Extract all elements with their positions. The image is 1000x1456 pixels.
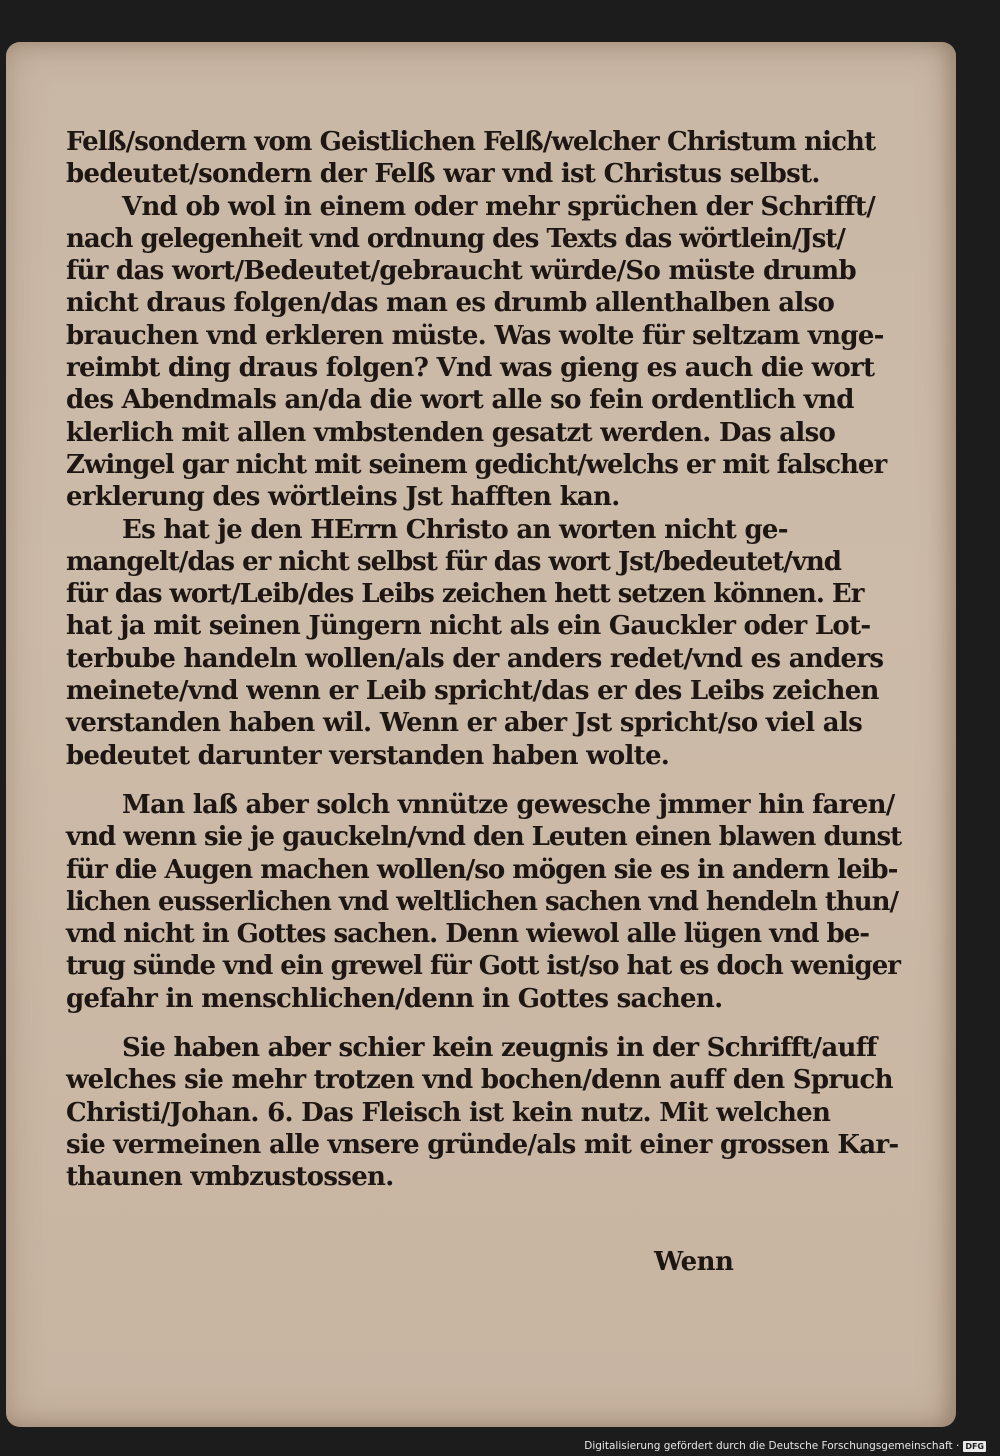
- catchword: Wenn: [654, 1247, 734, 1277]
- text-line: bedeutet/sondern der Felß war vnd ist Christus selbst.: [66, 159, 820, 190]
- text-line: nach gelegenheit vnd ordnung des Texts das wörtlein/Jst/: [66, 223, 845, 254]
- text-line: gefahr in menschlichen/denn in Gottes sachen.: [66, 983, 723, 1014]
- text-line: brauchen vnd erkleren müste. Was wolte für seltzam vnge-: [66, 320, 884, 351]
- paragraph-2: [66, 191, 887, 514]
- text-line: erklerung des wörtleins Jst hafften kan.: [66, 482, 620, 513]
- dfg-logo: DFG: [965, 1441, 984, 1451]
- digitization-credit: [584, 1440, 986, 1452]
- paragraph-3: [66, 514, 884, 772]
- text-line: Christi/Johan. 6. Das Fleisch ist kein nutz. Mit welchen: [66, 1097, 831, 1128]
- text-line: verstanden haben wil. Wenn er aber Jst spricht/so viel als: [66, 708, 863, 739]
- text-line: trug sünde vnd ein grewel für Gott ist/so hat es doch weniger: [66, 951, 900, 982]
- paragraph-1: [66, 126, 876, 191]
- document-page: [6, 42, 956, 1427]
- body-text: [66, 126, 902, 1194]
- paragraph-5: [66, 1032, 899, 1193]
- text-line: sie vermeinen alle vnsere gründe/als mit einer grossen Kar-: [66, 1129, 899, 1160]
- text-line: lichen eusserlichen vnd weltlichen sachen vnd hendeln thun/: [66, 886, 899, 917]
- credit-text: Digitalisierung gefördert durch die Deutsche Forschungsgemeinschaft ·: [584, 1440, 960, 1452]
- text-line: meinete/vnd wenn er Leib spricht/das er des Leibs zeichen: [66, 676, 879, 707]
- text-line: bedeutet darunter verstanden haben wolte.: [66, 740, 670, 771]
- text-line: Felß/sondern vom Geistlichen Felß/welcher Christum nicht: [66, 127, 876, 157]
- text-line: für das wort/Leib/des Leibs zeichen hett setzen können. Er: [66, 579, 864, 610]
- text-line: für das wort/Bedeutet/gebraucht würde/So müste drumb: [66, 256, 856, 287]
- text-line: terbube handeln wollen/als der anders redet/vnd es anders: [66, 643, 884, 674]
- text-line: vnd wenn sie je gauckeln/vnd den Leuten einen blawen dunst: [66, 822, 902, 853]
- text-line: Zwingel gar nicht mit seinem gedicht/welchs er mit falscher: [66, 449, 887, 480]
- text-line: nicht draus folgen/das man es drumb allenthalben also: [66, 288, 835, 319]
- text-line: Sie haben aber schier kein zeugnis in der Schrifft/auff: [122, 1033, 877, 1064]
- text-line: für die Augen machen wollen/so mögen sie es in andern leib-: [66, 854, 898, 885]
- text-line: Es hat je den HErrn Christo an worten nicht ge-: [122, 514, 788, 545]
- text-line: vnd nicht in Gottes sachen. Denn wiewol alle lügen vnd be-: [66, 919, 870, 950]
- text-line: klerlich mit allen vmbstenden gesatzt werden. Das also: [66, 417, 836, 448]
- text-line: reimbt ding draus folgen? Vnd was gieng es auch die wort: [66, 353, 875, 384]
- paragraph-4: [66, 789, 902, 1015]
- text-line: welches sie mehr trotzen vnd bochen/denn auff den Spruch: [66, 1065, 893, 1096]
- text-line: Man laß aber solch vnnütze gewesche jmmer hin faren/: [122, 789, 895, 820]
- text-line: thaunen vmbzustossen.: [66, 1162, 394, 1193]
- text-line: mangelt/das er nicht selbst für das wort Jst/bedeutet/vnd: [66, 546, 841, 577]
- text-line: des Abendmals an/da die wort alle so fein ordentlich vnd: [66, 385, 854, 416]
- text-line: Vnd ob wol in einem oder mehr sprüchen der Schrifft/: [122, 191, 875, 222]
- text-line: hat ja mit seinen Jüngern nicht als ein Gauckler oder Lot-: [66, 611, 871, 642]
